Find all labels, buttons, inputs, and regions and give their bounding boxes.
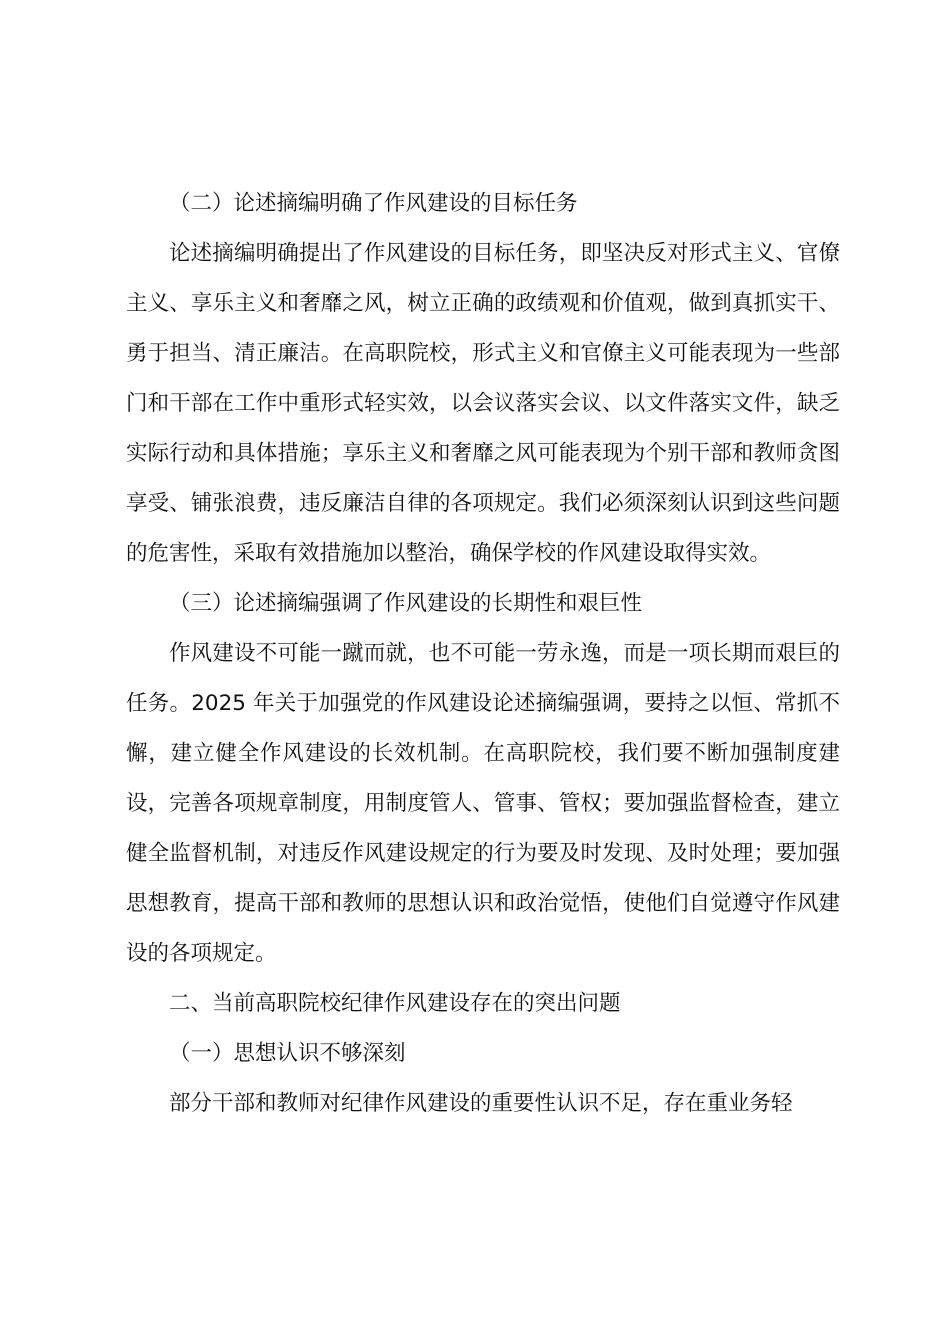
body-paragraph: 部分干部和教师对纪律作风建设的重要性认识不足，存在重业务轻 (169, 1091, 793, 1116)
chapter-heading: 二、当前高职院校纪律作风建设存在的突出问题 (169, 991, 621, 1016)
body-paragraph: 作风建设不可能一蹴而就，也不可能一劳永逸，而是一项长期而艰巨的任务。2025 年关于加强党的作风建设论述摘编强调，要持之以恒、常抓不懈，建立健全作风建设的长效机制。在高职院校，我们要不断加强制度建设，完善各项规章制度，用制度管人、管事、管权；要加强监督检查，建立健全监督机制，对违反作风建设规定的行为要及时发现、及时处理；要加强思想教育，提高干部和教师的思想认识和政治觉悟，使他们自觉遵守作风建设的各项规定。 (126, 641, 840, 966)
section-heading: （二）论述摘编明确了作风建设的目标任务 (169, 191, 578, 216)
body-paragraph: 论述摘编明确提出了作风建设的目标任务，即坚决反对形式主义、官僚主义、享乐主义和奢靡之风，树立正确的政绩观和价值观，做到真抓实干、勇于担当、清正廉洁。在高职院校，形式主义和官僚主义可能表现为一些部门和干部在工作中重形式轻实效，以会议落实会议、以文件落实文件，缺乏实际行动和具体措施；享乐主义和奢靡之风可能表现为个别干部和教师贪图享受、铺张浪费，违反廉洁自律的各项规定。我们必须深刻认识到这些问题的危害性，采取有效措施加以整治，确保学校的作风建设取得实效。 (126, 241, 840, 566)
section-heading: （三）论述摘编强调了作风建设的长期性和艰巨性 (169, 591, 643, 616)
document-body (126, 179, 840, 1129)
section-heading: （一）思想认识不够深刻 (169, 1041, 406, 1066)
